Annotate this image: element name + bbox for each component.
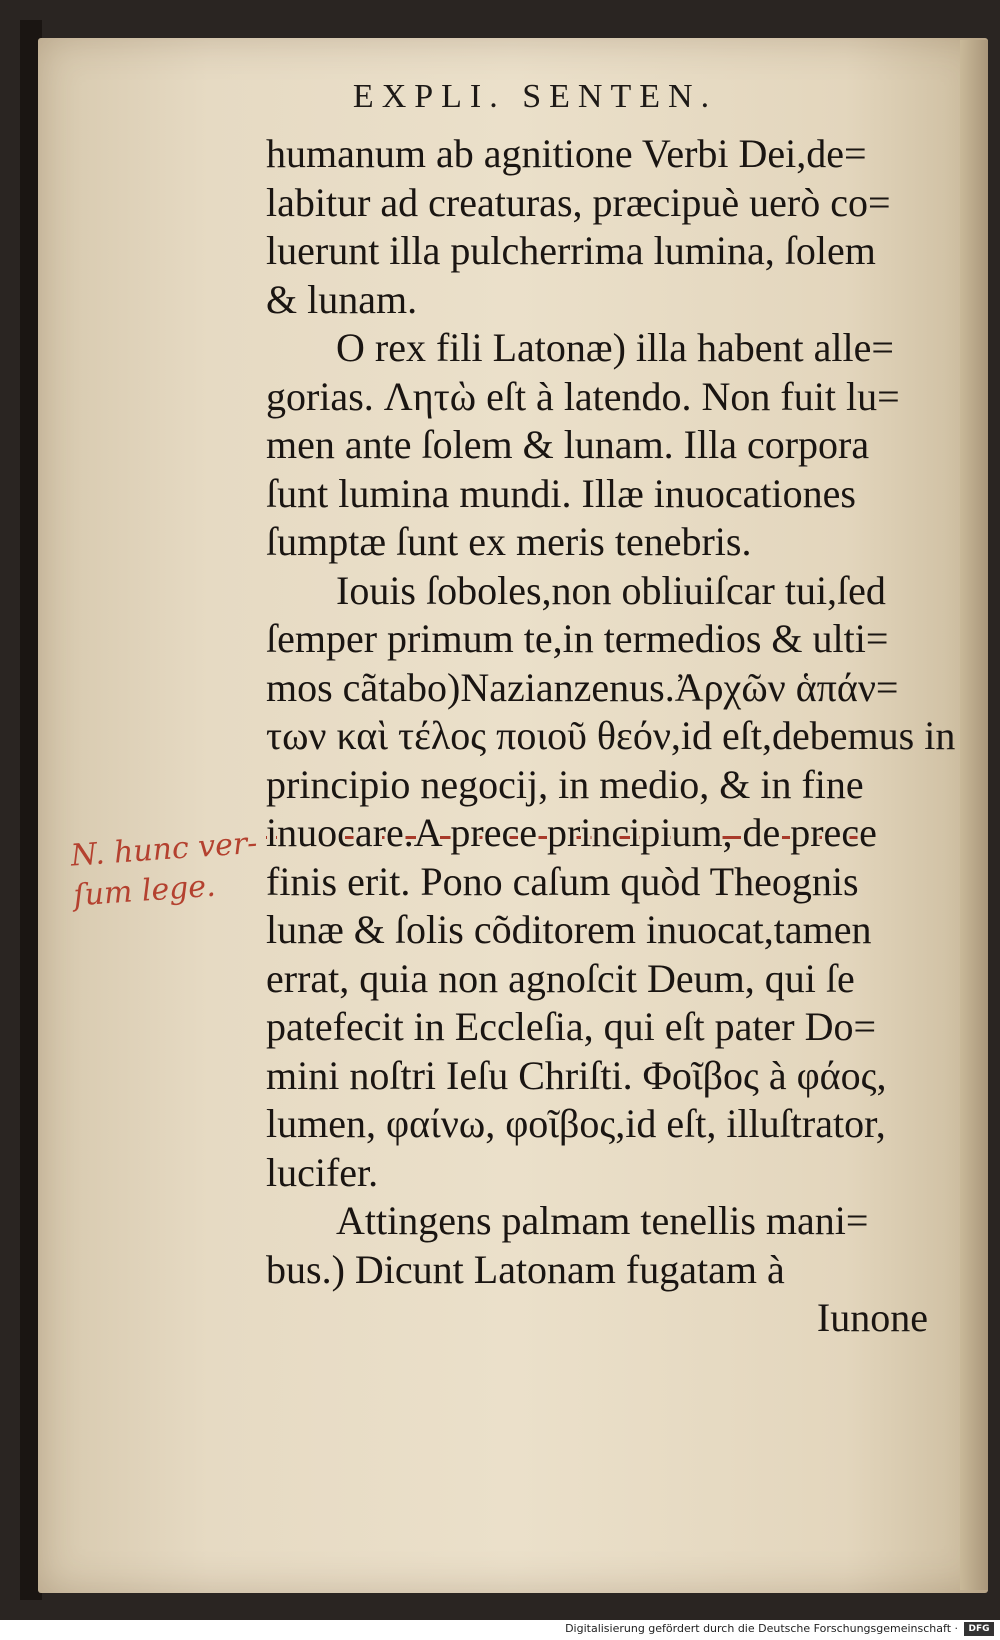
- text-line: mos cãtabo)Nazianzenus.Ἀρχῶν ἁπάν=: [266, 664, 899, 710]
- footer-credit: Digitalisierung gefördert durch die Deutsche Forschungsgemeinschaft ·: [565, 1622, 958, 1635]
- text-line: errat, quia non agnoſcit Deum, qui ſe: [266, 955, 855, 1001]
- text-line: luerunt illa pulcherrima lumina, ſolem: [266, 228, 876, 273]
- text-line: principio negocij, in medio, & in fine: [266, 761, 864, 807]
- text-line: Attingens palmam tenellis mani=: [336, 1198, 869, 1243]
- text-line: gorias. Λητὼ eſt à latendo. Non fuit lu=: [266, 373, 900, 419]
- text-line: men ante ſolem & lunam. Illa corpora: [266, 422, 870, 467]
- text-line: lunæ & ſolis cõditorem inuocat,tamen: [266, 907, 872, 952]
- footer-bar: [0, 1620, 1000, 1640]
- text-line: humanum ab agnitione Verbi Dei,de=: [266, 131, 867, 176]
- text-line: labitur ad creaturas, præcipuè uerò co=: [266, 179, 891, 225]
- text-line: mini noſtri Ieſu Chriſti. Φοῖβος à φάος,: [266, 1052, 887, 1098]
- text-line: patefecit in Eccleſia, qui eſt pater Do=: [266, 1004, 877, 1049]
- text-line: ſumptæ ſunt ex meris tenebris.: [266, 519, 752, 564]
- text-line: των καὶ τέλος ποιοῦ θεόν,id eſt,debemus in: [266, 713, 956, 758]
- text-line: O rex fili Latonæ) illa habent alle=: [336, 325, 894, 370]
- running-header: EXPLI. SENTEN.: [352, 78, 718, 115]
- body-text: [266, 130, 956, 1343]
- text-line: bus.) Dicunt Latonam fugatam à: [266, 1246, 785, 1292]
- text-line: & lunam.: [266, 276, 418, 322]
- text-line-underlined: inuocare.A prece principium, de prece: [266, 810, 877, 855]
- text-line: ſemper primum te,in termedios & ulti=: [266, 616, 889, 661]
- text-line: ſunt lumina mundi. Illæ inuocationes: [266, 470, 856, 516]
- text-line: lumen, φαίνω, φοῖβος,id eſt, illuſtrator,: [266, 1101, 886, 1146]
- dfg-logo: DFG: [964, 1622, 994, 1636]
- text-line: finis erit. Pono caſum quòd Theognis: [266, 858, 859, 904]
- page-edge: [960, 40, 988, 1590]
- catchword: Iunone: [816, 1295, 928, 1340]
- handwritten-margin-note: N. hunc ver- ſum lege.: [69, 825, 259, 914]
- text-line: lucifer.: [266, 1149, 379, 1195]
- text-line: Iouis ſoboles,non obliuiſcar tui,ſed: [336, 567, 886, 613]
